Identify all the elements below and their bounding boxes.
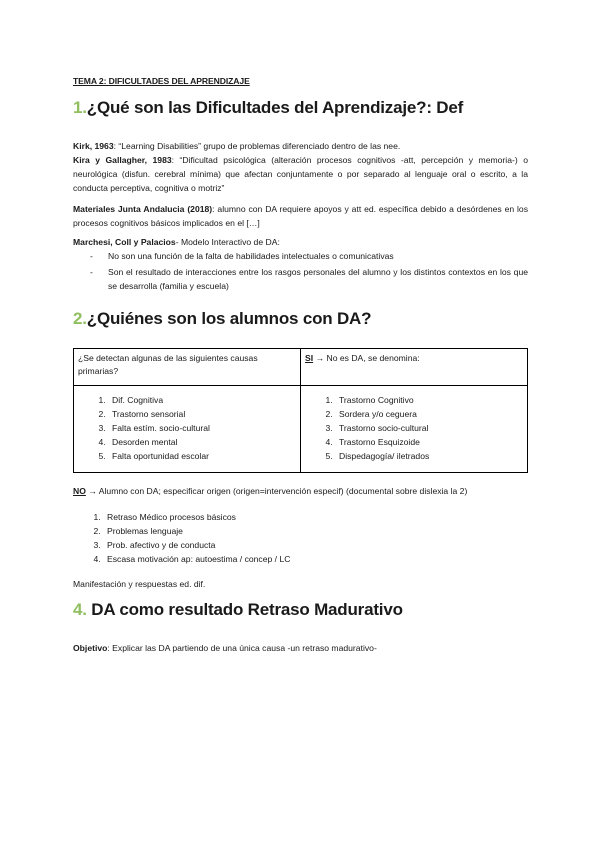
list-item: 1. Trastorno Cognitivo — [335, 393, 523, 407]
section-2-heading — [73, 309, 371, 329]
list-item: 4. Escasa motivación ap: autoestima / concep / LC — [103, 552, 290, 566]
primary-causes-cell — [74, 386, 301, 473]
list-item: 5. Dispedagogía/ iletrados — [335, 449, 523, 463]
section-1-number: 1. — [73, 98, 87, 117]
section-2-title: ¿Quiénes son los alumnos con DA? — [86, 309, 372, 328]
section-1-title: ¿Qué son las Dificultades del Aprendizaje?: Def — [86, 98, 464, 117]
kira-gallagher-definition — [73, 153, 528, 195]
kira-text: : “Dificultad psicológica (alteración procesos cognitivos -att, percepción y memoria-) o neurológica (disfun. cerebral mínima) que afectan conjuntamente o por separado al lenguaje oral o escrito, a la conducta perceptiva, cognitiva o motriz” — [73, 155, 528, 193]
list-item: 3. Falta estím. socio-cultural — [108, 421, 296, 435]
causes-question-cell: ¿Se detectan algunas de las siguientes causas primarias? — [74, 349, 301, 386]
list-item: 3. Prob. afectivo y de conducta — [103, 538, 290, 552]
list-item: - Son el resultado de interacciones entre los rasgos personales del alumno y los distintos contextos en los que se desarrolla (familia y escuela) — [90, 267, 528, 291]
kirk-text: : “Learning Disabilities” grupo de problemas diferenciado dentro de las nee. — [113, 141, 401, 151]
no-label: NO — [73, 486, 86, 496]
section-1-heading — [73, 98, 463, 118]
section-2-number: 2. — [73, 309, 87, 328]
document-topic-title: TEMA 2: DIFICULTADES DEL APRENDIZAJE — [73, 76, 250, 86]
no-answer-paragraph — [73, 484, 528, 498]
junta-label: Materiales Junta Andalucia (2018) — [73, 204, 213, 214]
kirk-definition — [73, 139, 528, 153]
si-text: → No es DA, se denomina: — [313, 353, 420, 363]
objetivo-text: : Explicar las DA partiendo de una única causa -un retraso madurativo- — [107, 643, 377, 653]
manifestation-line: Manifestación y respuestas ed. dif. — [73, 579, 206, 589]
list-item: 2. Sordera y/o ceguera — [335, 407, 523, 421]
primary-causes-list — [78, 393, 296, 463]
junta-text: : alumno con DA requiere apoyos y att ed. específica debido a desórdenes en los procesos cognitivos básicos implicados en el […] — [73, 204, 528, 228]
kirk-label: Kirk, 1963 — [73, 141, 114, 151]
list-item: 3. Trastorno socio-cultural — [335, 421, 523, 435]
list-item: 1. Retraso Médico procesos básicos — [103, 510, 290, 524]
section-4-heading — [73, 600, 403, 620]
list-item: 2. Trastorno sensorial — [108, 407, 296, 421]
list-item: 4. Desorden mental — [108, 435, 296, 449]
junta-definition — [73, 202, 528, 230]
section-4-number: 4. — [73, 600, 87, 619]
denominations-list — [305, 393, 523, 463]
section-4-title: DA como resultado Retraso Madurativo — [86, 600, 403, 619]
list-item: 1. Dif. Cognitiva — [108, 393, 296, 407]
kira-label: Kira y Gallagher, 1983 — [73, 155, 172, 165]
no-text: → Alumno con DA; especificar origen (origen=intervención especif) (documental sobre dislexia la 2) — [85, 486, 468, 496]
objetivo-label: Objetivo — [73, 643, 108, 653]
denominations-cell — [301, 386, 528, 473]
list-item: 5. Falta oportunidad escolar — [108, 449, 296, 463]
si-answer-cell — [301, 349, 528, 386]
list-item: - No son una función de la falta de habilidades intelectuales o comunicativas — [90, 251, 394, 261]
causes-table — [73, 348, 528, 473]
si-label: SI — [305, 353, 314, 363]
marchesi-label: Marchesi, Coll y Palacios — [73, 237, 176, 247]
list-item: 2. Problemas lenguaje — [103, 524, 290, 538]
objetivo-paragraph — [73, 641, 528, 655]
marchesi-text: - Modelo Interactivo de DA: — [175, 237, 280, 247]
marchesi-definition — [73, 235, 528, 249]
list-item: 4. Trastorno Esquizoide — [335, 435, 523, 449]
origins-list — [73, 510, 290, 566]
